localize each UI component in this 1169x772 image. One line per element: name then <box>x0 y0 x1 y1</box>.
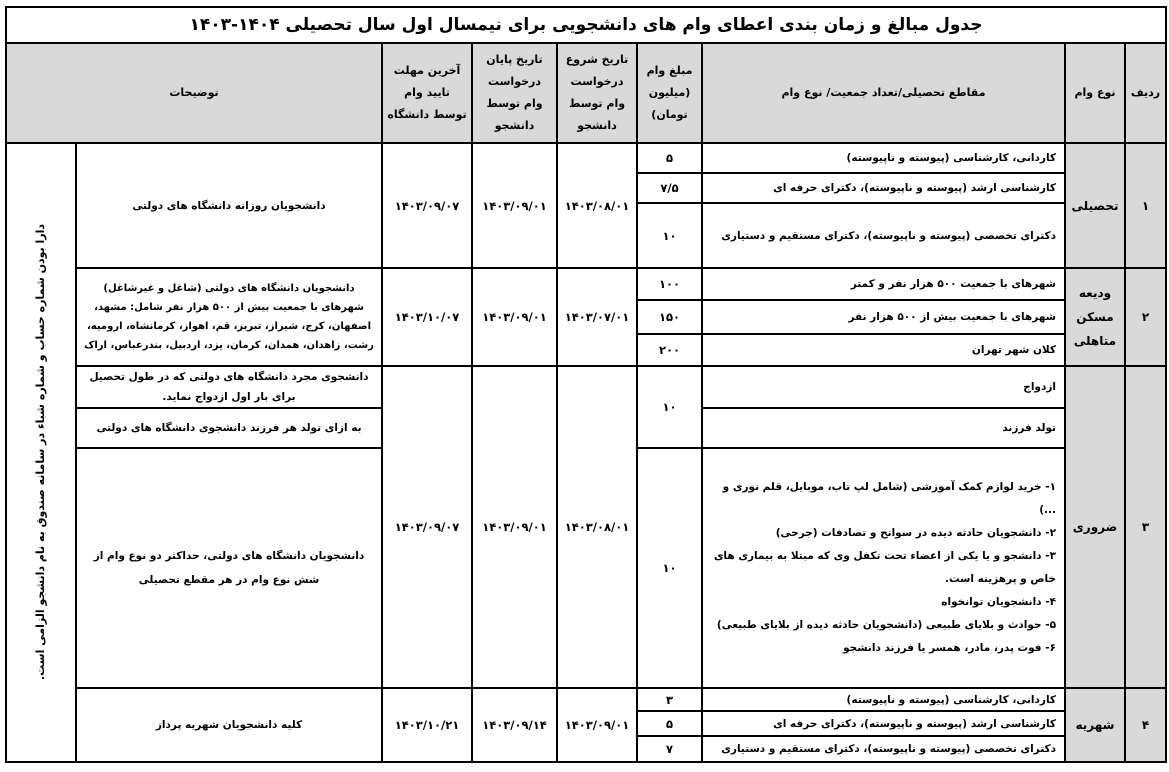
level-item: کلان شهر تهران <box>702 334 1065 366</box>
deadline-date: ۱۴۰۳/۱۰/۰۷ <box>382 268 472 366</box>
notes: دانشجوی مجرد دانشگاه های دولتی که در طول تحصیل برای بار اول ازدواج نماید. <box>76 366 382 408</box>
row-number: ۳ <box>1125 366 1166 688</box>
table-title: جدول مبالغ و زمان بندی اعطای وام های دانشجویی برای نیمسال اول سال تحصیلی ۱۴۰۴-۱۴۰۳ <box>6 7 1166 43</box>
amount: ۷ <box>637 736 702 762</box>
end-date: ۱۴۰۳/۰۹/۰۱ <box>472 143 557 268</box>
row-number: ۲ <box>1125 268 1166 366</box>
level-item: دکترای تخصصی (پیوسته و ناپیوسته)، دکترای مستقیم و دستیاری <box>702 736 1065 762</box>
loan-type: ودیعه مسکن متاهلی <box>1065 268 1125 366</box>
level-item: کارشناسی ارشد (پیوسته و ناپیوسته)، دکترای حرفه ای <box>702 173 1065 203</box>
emergency-reasons <box>702 448 1065 688</box>
side-note-cell <box>6 143 76 762</box>
header-row-number: ردیف <box>1125 43 1166 143</box>
header-amount: مبلغ وام (میلیون تومان) <box>637 43 702 143</box>
end-date: ۱۴۰۳/۰۹/۱۴ <box>472 688 557 762</box>
level-item: شهرهای با جمعیت بیش از ۵۰۰ هزار نفر <box>702 300 1065 334</box>
loan-schedule-document <box>5 6 1165 763</box>
level-item: تولد فرزند <box>702 408 1065 448</box>
header-notes: توضیحات <box>6 43 382 143</box>
notes: دانشجویان دانشگاه های دولتی (شاغل و غیرشاغل) شهرهای با جمعیت بیش از ۵۰۰ هزار نفر شامل: مشهد، اصفهان، کرج، شیراز، تبریز، قم، اهواز، کرمانشاه، ارومیه، رشت، زاهدان، همدان، کرمان، یزد، اردبیل، بندرعباس، اراک <box>76 268 382 366</box>
loan-type: تحصیلی <box>1065 143 1125 268</box>
loan-schedule-table <box>5 6 1167 763</box>
notes: کلیه دانشجویان شهریه پرداز <box>76 688 382 762</box>
loan-type: ضروری <box>1065 366 1125 688</box>
reason-item: ۶- فوت پدر، مادر، همسر یا فرزند دانشجو <box>843 642 1056 654</box>
start-date: ۱۴۰۳/۰۸/۰۱ <box>557 143 637 268</box>
table-row <box>6 268 1166 300</box>
start-date: ۱۴۰۳/۰۷/۰۱ <box>557 268 637 366</box>
start-date: ۱۴۰۳/۰۹/۰۱ <box>557 688 637 762</box>
amount: ۷/۵ <box>637 173 702 203</box>
level-item: شهرهای با جمعیت ۵۰۰ هزار نفر و کمتر <box>702 268 1065 300</box>
table-row <box>6 688 1166 711</box>
deadline-date: ۱۴۰۳/۰۹/۰۷ <box>382 143 472 268</box>
row-number: ۴ <box>1125 688 1166 762</box>
level-item: کاردانی، کارشناسی (پیوسته و ناپیوسته) <box>702 688 1065 711</box>
amount: ۱۰ <box>637 366 702 448</box>
header-levels: مقاطع تحصیلی/تعداد جمعیت/ نوع وام <box>702 43 1065 143</box>
amount: ۵ <box>637 711 702 736</box>
amount: ۵ <box>637 143 702 173</box>
amount: ۳ <box>637 688 702 711</box>
header-row <box>6 43 1166 143</box>
notes: دانشجویان دانشگاه های دولتی، حداکثر دو نوع وام از شش نوع وام در هر مقطع تحصیلی <box>76 448 382 688</box>
reason-item: ۲- دانشجویان حادثه دیده در سوانح و تصادفات (جرحی) <box>775 527 1056 539</box>
amount: ۱۰۰ <box>637 268 702 300</box>
deadline-date: ۱۴۰۳/۱۰/۲۱ <box>382 688 472 762</box>
start-date: ۱۴۰۳/۰۸/۰۱ <box>557 366 637 688</box>
header-start-date: تاریخ شروع درخواست وام توسط دانشجو <box>557 43 637 143</box>
end-date: ۱۴۰۳/۰۹/۰۱ <box>472 268 557 366</box>
amount: ۱۰ <box>637 448 702 688</box>
level-item: ازدواج <box>702 366 1065 408</box>
table-row <box>6 366 1166 408</box>
level-item: کاردانی، کارشناسی (پیوسته و ناپیوسته) <box>702 143 1065 173</box>
amount: ۱۰ <box>637 203 702 268</box>
table-row <box>6 143 1166 173</box>
deadline-date: ۱۴۰۳/۰۹/۰۷ <box>382 366 472 688</box>
header-deadline: آخرین مهلت تایید وام توسط دانشگاه <box>382 43 472 143</box>
header-end-date: تاریخ پایان درخواست وام توسط دانشجو <box>472 43 557 143</box>
level-item: کارشناسی ارشد (پیوسته و ناپیوسته)، دکترای حرفه ای <box>702 711 1065 736</box>
amount: ۲۰۰ <box>637 334 702 366</box>
reason-item: ۵- حوادث و بلایای طبیعی (دانشجویان حادثه دیده از بلایای طبیعی) <box>716 619 1056 631</box>
notes: دانشجویان روزانه دانشگاه های دولتی <box>76 143 382 268</box>
row-number: ۱ <box>1125 143 1166 268</box>
side-note: دارا بودن شماره حساب و شماره شباء در سامانه صندوق به نام دانشجو الزامی است. <box>34 224 47 681</box>
notes: به ازای تولد هر فرزند دانشجوی دانشگاه های دولتی <box>76 408 382 448</box>
header-loan-type: نوع وام <box>1065 43 1125 143</box>
level-item: دکترای تخصصی (پیوسته و ناپیوسته)، دکترای مستقیم و دستیاری <box>702 203 1065 268</box>
reason-item: ۴- دانشجویان توانخواه <box>941 596 1056 608</box>
reason-item: ۱- خرید لوازم کمک آموزشی (شامل لپ تاب، موبایل، قلم نوری و ...) <box>722 481 1056 516</box>
loan-type: شهریه <box>1065 688 1125 762</box>
reason-item: ۳- دانشجو و یا یکی از اعضاء تحت تکفل وی که مبتلا به بیماری های خاص و پرهزینه است. <box>713 550 1056 585</box>
end-date: ۱۴۰۳/۰۹/۰۱ <box>472 366 557 688</box>
amount: ۱۵۰ <box>637 300 702 334</box>
